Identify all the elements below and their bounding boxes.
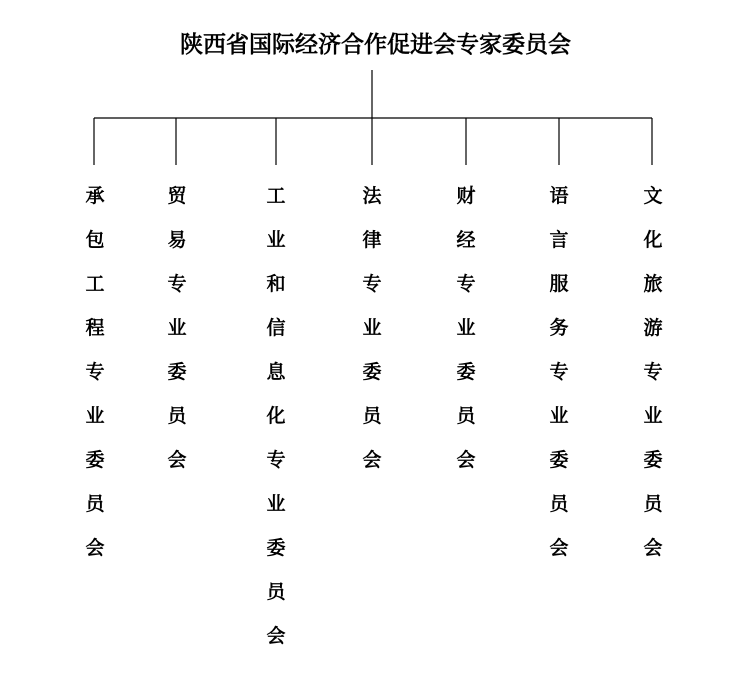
org-chart-title: 陕西省国际经济合作促进会专家委员会 (180, 31, 571, 58)
branch-finance-committee: 财经专业委员会 (456, 185, 476, 471)
branch-law-committee: 法律专业委员会 (362, 185, 382, 471)
branch-industry-it-committee: 工业和信息化专业委员会 (266, 185, 286, 647)
branch-language-committee: 语言服务专业委员会 (549, 185, 569, 559)
branch-culture-tourism-committee: 文化旅游专业委员会 (643, 185, 663, 559)
branch-trade-committee: 贸易专业委员会 (167, 185, 187, 471)
branch-contracting-committee: 承包工程专业委员会 (85, 185, 105, 559)
